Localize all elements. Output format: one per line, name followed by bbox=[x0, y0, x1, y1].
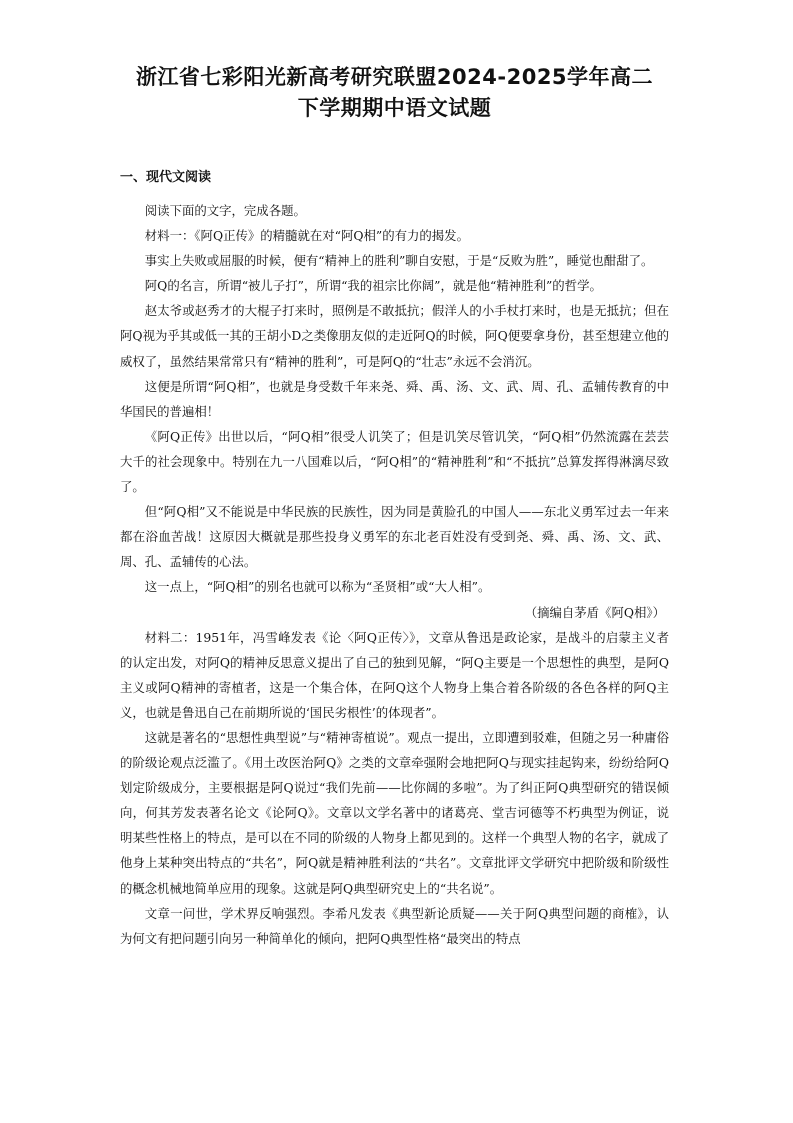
paragraph: 材料一：《阿Q正传》的精髓就在对“阿Q相”的有力的揭发。 bbox=[144, 228, 469, 244]
paragraph: 但“阿Q相”又不能说是中华民族的民族性，因为同是黄脸孔的中国人——东北义勇军过去一年来都在浴血苦战！这原因大概就是那些投身义勇军的东北老百姓没有受到尧、舜、禹、汤、文、武、周、孔、孟辅传的心法。 bbox=[120, 504, 669, 570]
paragraph: 这就是著名的“思想性典型说”与“精神寄植说”。观点一提出，立即遭到驳难，但随之另一种庸俗的阶级论观点泛滥了。《用土改医治阿Q》之类的文章牵强附会地把阿Q与现实挂起钩来，纷纷给阿Q划定阶级成分，主要根据是阿Q说过“我们先前——比你阔的多啦”。为了纠正阿Q典型研究的错误倾向，何其芳发表著名论文《论阿Q》。文章以文学名著中的诸葛亮、堂吉诃德等不朽典型为例证，说明某些性格上的特点，是可以在不同的阶级的人物身上都见到的。这样一个典型人物的名字，就成了他身上某种突出特点的“共名”，阿Q就是精神胜利法的“共名”。文章批评文学研究中把阶级和阶级性的概念机械地简单应用的现象。这就是阿Q典型研究史上的“共名说”。 bbox=[120, 729, 669, 896]
reading-instruction: 阅读下面的文字，完成各题。 bbox=[144, 203, 306, 218]
paragraph: 事实上失败或屈服的时候，便有“精神上的胜利”聊自安慰，于是“反败为胜”，睡觉也酣甜了。 bbox=[144, 253, 654, 269]
paragraph: 文章一问世，学术界反响强烈。李希凡发表《典型新论质疑——关于阿Q典型问题的商榷》，认为何文有把问题引向另一种简单化的倾向，把阿Q典型性格“最突出的特点 bbox=[120, 905, 669, 946]
paragraph: 《阿Q正传》出世以后，“阿Q相”很受人讥笑了；但是讥笑尽管讥笑，“阿Q相”仍然流露在芸芸大千的社会现象中。特别在九一八国难以后，“阿Q相”的“精神胜利”和“不抵抗”总算发挥得淋漓尽致了。 bbox=[120, 428, 669, 495]
paragraph: 这一点上，“阿Q相”的别名也就可以称为“圣贤相”或“大人相”。 bbox=[144, 579, 491, 595]
reading-passage bbox=[120, 198, 669, 951]
paragraph: 赵太爷或赵秀才的大棍子打来时，照例是不敢抵抗；假洋人的小手杖打来时，也是无抵抗；但在阿Q视为乎其或低一其的王胡小D之类像朋友似的走近阿Q的时候，阿Q便要拿身份，甚至想建立他的威权了，虽然结果常常只有“精神的胜利”，可是阿Q的“壮志”永远不会消沉。 bbox=[120, 303, 669, 369]
source-citation: （摘编自茅盾《阿Q相》） bbox=[524, 604, 665, 620]
paragraph: 这便是所谓“阿Q相”，也就是身受数千年来尧、舜、禹、汤、文、武、周、孔、孟辅传教育的中华国民的普遍相！ bbox=[120, 378, 669, 419]
paragraph: 材料二：1951年，冯雪峰发表《论〈阿Q正传〉》，文章从鲁迅是政论家，是战斗的启蒙主义者的认定出发，对阿Q的精神反思意义提出了自己的独到见解，“阿Q主要是一个思想性的典型，是阿Q主义或阿Q精神的寄植者，这是一个集合体，在阿Q这个人物身上集合着各阶级的各色各样的阿Q主义，也就是鲁迅自己在前期所说的‘国民劣根性’的体现者”。 bbox=[120, 629, 669, 720]
document-title: 浙江省七彩阳光新高考研究联盟2024-2025学年高二下学期期中语文试题 bbox=[135, 65, 654, 120]
paragraph: 阿Q的名言，所谓“被儿子打”，所谓“我的祖宗比你阔”，就是他“精神胜利”的哲学。 bbox=[144, 278, 602, 294]
section-heading: 一、现代文阅读 bbox=[120, 170, 212, 185]
